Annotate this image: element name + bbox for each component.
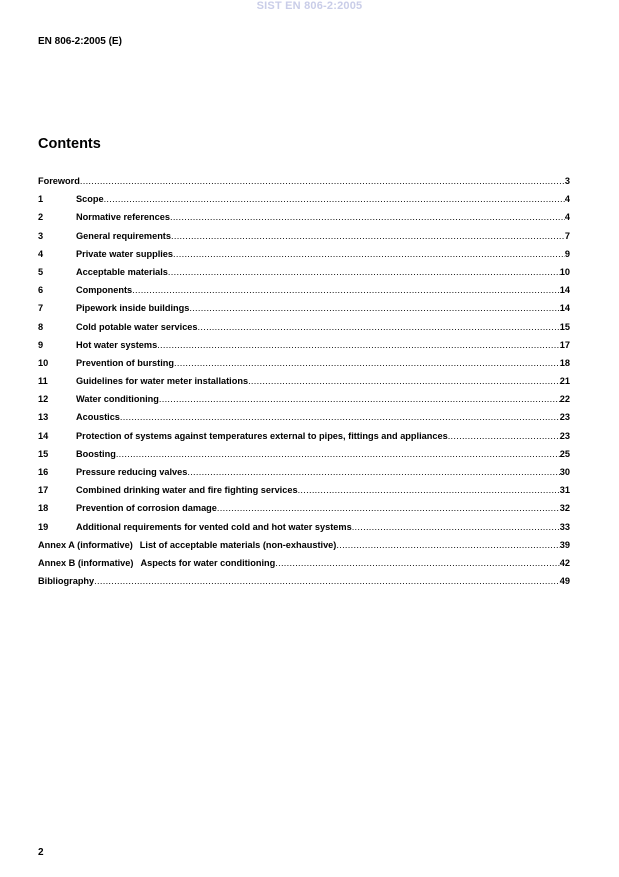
toc-entry-number: 1 (38, 194, 44, 205)
toc-entry-title: Prevention of corrosion damage (76, 503, 217, 514)
toc-entry-annex-b[interactable] (38, 558, 570, 576)
toc-entry-number: 12 (38, 394, 49, 405)
toc-entry-page: 33 (559, 521, 570, 532)
toc-leader-dots (157, 340, 560, 350)
toc-entry-title: Normative references (76, 212, 170, 223)
toc-leader-dots (80, 176, 565, 186)
toc-leader-dots (159, 394, 560, 404)
toc-entry-title: Guidelines for water meter installations (76, 376, 249, 387)
toc-entry-page: 22 (559, 394, 570, 405)
toc-entry-page: 49 (559, 576, 570, 587)
toc-entry-title: Components (76, 285, 133, 296)
toc-entry-page: 18 (559, 357, 570, 368)
toc-entry-page: 3 (564, 176, 570, 186)
page-number: 2 (38, 847, 44, 858)
toc-entry-page: 32 (559, 503, 570, 514)
toc-leader-dots (174, 358, 560, 368)
toc-entry-page: 4 (564, 194, 570, 205)
toc-entry-section[interactable] (38, 358, 570, 376)
toc-entry-title: Hot water systems (76, 339, 158, 350)
toc-leader-dots (198, 322, 560, 332)
toc-entry-number: 18 (38, 503, 49, 514)
toc-leader-dots (248, 376, 560, 386)
toc-entry-page: 30 (559, 467, 570, 477)
toc-entry-section[interactable] (38, 376, 570, 394)
toc-entry-page: 10 (559, 266, 570, 277)
toc-entry-section[interactable] (38, 249, 570, 267)
toc-entry-page: 4 (564, 212, 570, 223)
toc-entry-section[interactable] (38, 212, 570, 230)
document-id: EN 806-2:2005 (E) (38, 36, 122, 47)
toc-entry-section[interactable] (38, 340, 570, 358)
toc-entry-title: Pipework inside buildings (76, 303, 190, 314)
toc-leader-dots (187, 467, 559, 477)
toc-entry-section[interactable] (38, 431, 570, 449)
toc-entry-section[interactable] (38, 194, 570, 212)
toc-entry-number: 9 (38, 339, 44, 350)
toc-leader-dots (132, 285, 560, 295)
toc-entry-page: 9 (564, 248, 570, 259)
toc-leader-dots (120, 412, 560, 422)
toc-entry-page: 42 (559, 557, 570, 568)
toc-entry-page: 14 (559, 303, 570, 314)
toc-annex-label: Annex A (informative) (38, 539, 133, 550)
toc-entry-title: Additional requirements for vented cold and hot water systems (76, 521, 352, 532)
toc-entry-title: Cold potable water services (76, 321, 198, 332)
toc-entry-title: Scope (76, 194, 104, 205)
toc-entry-bibliography[interactable] (38, 576, 570, 594)
toc-entry-title: Combined drinking water and fire fighting services (76, 485, 298, 496)
toc-leader-dots (168, 267, 560, 277)
toc-entry-page: 31 (559, 485, 570, 496)
toc-entry-page: 21 (559, 376, 570, 387)
contents-heading: Contents (38, 136, 101, 152)
toc-entry-number: 2 (38, 212, 44, 223)
toc-entry-title: Private water supplies (76, 248, 174, 259)
toc-leader-dots (170, 212, 565, 222)
toc-entry-title: List of acceptable materials (non-exhaustive) (139, 539, 337, 550)
toc-leader-dots (104, 194, 565, 204)
toc-entry-number: 3 (38, 230, 44, 241)
toc-entry-section[interactable] (38, 503, 570, 521)
toc-entry-title: Water conditioning (76, 394, 159, 405)
toc-leader-dots (336, 540, 559, 550)
toc-entry-number: 7 (38, 303, 44, 314)
toc-leader-dots (275, 558, 560, 568)
toc-entry-title: Protection of systems against temperatures external to pipes, fittings and appliances (76, 430, 448, 441)
toc-entry-page: 14 (559, 285, 570, 296)
toc-entry-annex-a[interactable] (38, 540, 570, 558)
toc-entry-number: 5 (38, 266, 44, 277)
toc-leader-dots (448, 431, 560, 441)
toc-entry-number: 11 (38, 376, 48, 387)
toc-entry-section[interactable] (38, 303, 570, 321)
toc-entry-number: 6 (38, 285, 44, 296)
toc-entry-page: 23 (559, 412, 570, 423)
toc-entry-number: 19 (38, 521, 49, 532)
toc-annex-label: Annex B (informative) (38, 557, 134, 568)
toc-entry-page: 15 (559, 321, 570, 332)
toc-entry-section[interactable] (38, 485, 570, 503)
toc-entry-page: 39 (559, 539, 570, 550)
toc-leader-dots (116, 449, 560, 459)
toc-entry-section[interactable] (38, 412, 570, 430)
toc-leader-dots (217, 503, 560, 513)
toc-entry-number: 14 (38, 430, 49, 441)
toc-entry-section[interactable] (38, 231, 570, 249)
toc-entry-title: Prevention of bursting (76, 357, 175, 368)
toc-entry-number: 8 (38, 321, 44, 332)
toc-leader-dots (94, 576, 560, 586)
watermark: SIST EN 806-2:2005 (256, 0, 363, 12)
toc-entry-number: 16 (38, 467, 49, 477)
toc-entry-section[interactable] (38, 449, 570, 467)
toc-leader-dots (352, 522, 560, 532)
toc-leader-dots (298, 485, 560, 495)
toc-entry-page: 7 (564, 230, 570, 241)
toc-entry-title: Pressure reducing valves (76, 467, 188, 477)
toc-entry-title: Bibliography (38, 576, 95, 587)
toc-entry-number: 17 (38, 485, 49, 496)
toc-leader-dots (173, 249, 565, 259)
toc-entry-title: Boosting (76, 448, 116, 459)
toc-entry-page: 25 (559, 448, 570, 459)
toc-entry-number: 13 (38, 412, 49, 423)
toc-entry-title: General requirements (76, 230, 171, 241)
toc-entry-title: Acoustics (76, 412, 120, 423)
toc-entry-title: Aspects for water conditioning (140, 557, 276, 568)
toc-leader-dots (189, 303, 559, 313)
toc-entry-section[interactable] (38, 522, 570, 540)
toc-entry-section[interactable] (38, 467, 570, 485)
toc-entry-section[interactable] (38, 285, 570, 303)
toc-entry-page: 17 (559, 339, 570, 350)
toc-entry-section[interactable] (38, 394, 570, 412)
toc-entry-number: 10 (38, 357, 49, 368)
toc-entry-section[interactable] (38, 267, 570, 285)
toc-entry-page: 23 (559, 430, 570, 441)
toc-entry-title: Acceptable materials (76, 266, 168, 277)
toc-entry-number: 15 (38, 448, 49, 459)
toc-entry-foreword[interactable] (38, 176, 570, 194)
toc-leader-dots (171, 231, 565, 241)
toc-entry-title: Foreword (38, 176, 80, 186)
table-of-contents (38, 176, 570, 594)
toc-entry-number: 4 (38, 248, 44, 259)
toc-entry-section[interactable] (38, 322, 570, 340)
